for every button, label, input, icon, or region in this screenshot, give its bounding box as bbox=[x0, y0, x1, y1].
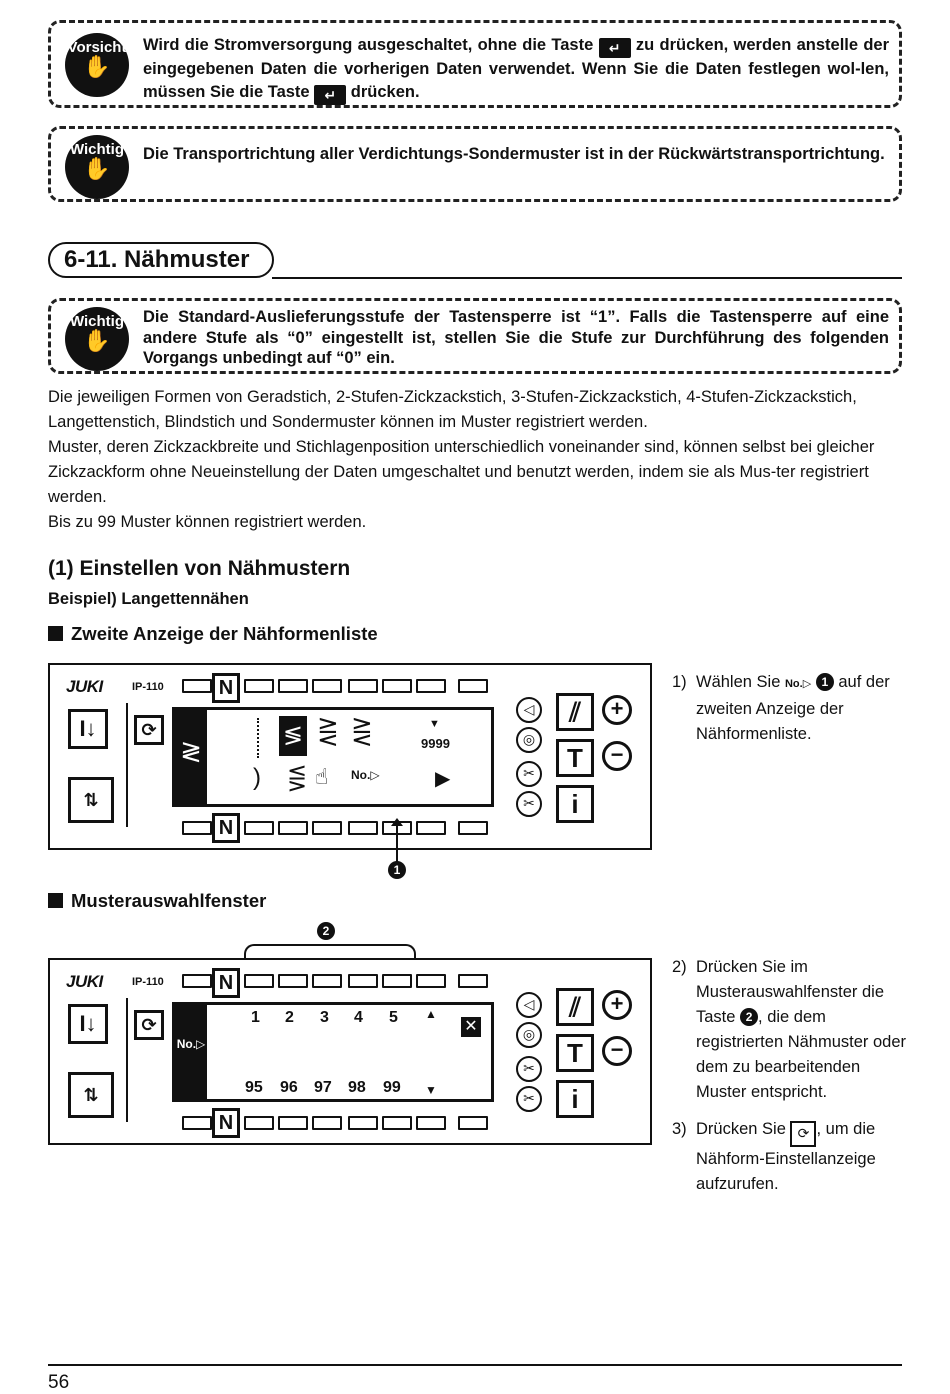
scroll-up-icon[interactable]: ▲ bbox=[425, 1007, 437, 1021]
wiper-icon[interactable]: ◁ bbox=[516, 992, 542, 1018]
callout-1: 1 bbox=[388, 861, 406, 879]
enter-key-icon: ↵ bbox=[314, 85, 346, 105]
close-icon[interactable]: ✕ bbox=[461, 1017, 481, 1037]
square-bullet-icon bbox=[48, 893, 63, 908]
instruction-3 bbox=[672, 1117, 908, 1197]
thread-trim-icon[interactable]: ◎ bbox=[516, 1022, 542, 1048]
counter-value: 9999 bbox=[421, 736, 450, 751]
juki-logo: JUKI bbox=[66, 972, 103, 991]
instruction-text: Drücken Sie bbox=[696, 1120, 786, 1138]
thread-trim-icon[interactable]: ◎ bbox=[516, 727, 542, 753]
pattern-number[interactable]: 99 bbox=[383, 1079, 401, 1096]
panel-key[interactable] bbox=[458, 679, 488, 693]
callout-arrow-icon bbox=[391, 818, 403, 826]
pattern-number[interactable]: 98 bbox=[348, 1079, 366, 1096]
panel-key[interactable] bbox=[348, 821, 378, 835]
panel-key[interactable] bbox=[182, 821, 212, 835]
panel-key[interactable] bbox=[416, 1116, 446, 1130]
reset-button[interactable]: ⫽ bbox=[556, 693, 594, 731]
panel-key[interactable] bbox=[416, 974, 446, 988]
pattern-number[interactable]: 97 bbox=[314, 1079, 332, 1096]
scroll-down-icon[interactable]: ▼ bbox=[425, 1083, 437, 1097]
paragraph: Muster, deren Zickzackbreite und Stichlagenposition unterschiedlich voneinander sind, können selbst bei gleicher Zickzackform ohne Neueinstellung der Daten umgeschaltet und benutzt werden, indem sie als Mus-ter registriert werden. bbox=[48, 438, 875, 506]
subsection-title: (1) Einstellen von Nähmustern bbox=[48, 557, 351, 580]
pattern-number[interactable]: 5 bbox=[389, 1009, 398, 1026]
pattern-number[interactable]: 1 bbox=[251, 1009, 260, 1026]
instruction-text: Drücken Sie im Musterauswahlfenster die Taste bbox=[696, 958, 885, 1026]
panel-key[interactable] bbox=[278, 679, 308, 693]
straight-stitch-icon[interactable] bbox=[257, 718, 261, 758]
caution-text-part1: Wird die Stromversorgung ausgeschaltet, ohne die Taste bbox=[143, 36, 594, 54]
page-number: 56 bbox=[48, 1372, 70, 1393]
scissors-icon[interactable]: ✂ bbox=[516, 1086, 542, 1112]
panel-key[interactable] bbox=[458, 1116, 488, 1130]
panel-key[interactable] bbox=[244, 1116, 274, 1130]
panel-key[interactable] bbox=[312, 1116, 342, 1130]
bottom-n-key[interactable]: N bbox=[212, 1108, 240, 1138]
scissors-icon[interactable]: ✂ bbox=[516, 761, 542, 787]
thread-tension-button[interactable]: I↓ bbox=[68, 709, 108, 749]
important-badge bbox=[65, 135, 129, 199]
caution-badge-label: Vorsicht bbox=[67, 39, 127, 56]
enter-key-icon: ↵ bbox=[599, 38, 631, 58]
panel-key[interactable] bbox=[244, 821, 274, 835]
panel-key[interactable] bbox=[182, 1116, 212, 1130]
footer-divider bbox=[48, 1364, 902, 1366]
instruction-2 bbox=[672, 955, 908, 1105]
important-badge-label: Wichtig bbox=[69, 313, 125, 330]
section-divider bbox=[272, 277, 902, 279]
panel-key[interactable] bbox=[312, 821, 342, 835]
pattern-number[interactable]: 96 bbox=[280, 1079, 298, 1096]
no-label: No. bbox=[351, 768, 371, 782]
ready-key[interactable]: ⟳ bbox=[134, 1010, 164, 1040]
important-notice-1 bbox=[48, 126, 902, 202]
bottom-n-key[interactable]: N bbox=[212, 813, 240, 843]
panel-key[interactable] bbox=[278, 821, 308, 835]
no-label: No. bbox=[784, 678, 803, 690]
presser-foot-button[interactable]: ⇅ bbox=[68, 777, 114, 823]
pattern-key-3[interactable] bbox=[312, 974, 342, 988]
zigzag-2step-icon[interactable]: ≶ bbox=[279, 716, 307, 756]
t-button[interactable]: T bbox=[556, 739, 594, 777]
minus-button[interactable]: − bbox=[602, 1036, 632, 1066]
panel-key[interactable] bbox=[416, 679, 446, 693]
panel-key[interactable] bbox=[382, 679, 412, 693]
thread-tension-button[interactable]: I↓ bbox=[68, 1004, 108, 1044]
panel-key[interactable] bbox=[182, 679, 212, 693]
pattern-number[interactable]: 2 bbox=[285, 1009, 294, 1026]
instruction-number: 3) bbox=[672, 1120, 687, 1138]
counter-icon: ▼ bbox=[429, 718, 440, 730]
figure1-title-text: Zweite Anzeige der Nähformenliste bbox=[71, 623, 378, 644]
example-label: Beispiel) Langettennähen bbox=[48, 590, 249, 608]
caution-text bbox=[143, 34, 889, 105]
wiper-icon[interactable]: ◁ bbox=[516, 697, 542, 723]
caution-text-part2: zu drücken, werden anstelle der eingegebenen Daten die vorherigen Daten verwendet. Wenn Sie die Daten festlegen wol-len, müssen Sie die Taste bbox=[143, 36, 890, 101]
panel-key[interactable] bbox=[458, 821, 488, 835]
ready-key-icon: ⟳ bbox=[790, 1121, 816, 1147]
juki-logo: JUKI bbox=[66, 677, 103, 696]
hand-icon: ✋ bbox=[83, 54, 111, 79]
pattern-number[interactable]: 3 bbox=[320, 1009, 329, 1026]
reset-button[interactable]: ⫽ bbox=[556, 988, 594, 1026]
top-n-key[interactable]: N bbox=[212, 673, 240, 703]
important-text-1: Die Transportrichtung aller Verdichtungs-Sondermuster ist in der Rückwärtstransportrichtung. bbox=[143, 145, 885, 163]
figure1-title bbox=[48, 623, 378, 645]
presser-foot-button[interactable]: ⇅ bbox=[68, 1072, 114, 1118]
pattern-number[interactable]: 95 bbox=[245, 1079, 263, 1096]
section-title: 6-11. Nähmuster bbox=[48, 242, 274, 278]
info-button[interactable]: i bbox=[556, 1080, 594, 1118]
hand-icon: ✋ bbox=[83, 156, 111, 181]
plus-button[interactable]: + bbox=[602, 695, 632, 725]
instruction-text: , die dem registrierten Nähmuster oder dem zu bearbeitenden Muster entspricht. bbox=[696, 1008, 907, 1101]
zigzag-3step-icon[interactable]: ⋛ bbox=[317, 716, 339, 746]
panel-key[interactable] bbox=[382, 1116, 412, 1130]
pattern-key-2[interactable] bbox=[278, 974, 308, 988]
instruction-1 bbox=[672, 670, 908, 747]
square-bullet-icon bbox=[48, 626, 63, 641]
zigzag-4step-icon[interactable]: ⋛ bbox=[351, 716, 373, 746]
paragraph: Die jeweiligen Formen von Geradstich, 2-Stufen-Zickzackstich, 3-Stufen-Zickzackstich, 4-Stufen-Zickzackstich, Langettenstich, Blindstich und Sondermuster können im Muster registriert werden. bbox=[48, 388, 857, 431]
plus-button[interactable]: + bbox=[602, 990, 632, 1020]
operation-panel-2 bbox=[48, 958, 652, 1145]
scissors-icon[interactable]: ✂ bbox=[516, 791, 542, 817]
panel-key[interactable] bbox=[278, 1116, 308, 1130]
operation-panel-1 bbox=[48, 663, 652, 850]
important-text-2: Die Standard-Auslieferungsstufe der Tastensperre ist “1”. Falls die Tastensperre auf eine andere Stufe als “0” eingestellt ist, stellen Sie die Stufe zur Durchführung des folgenden Vorgangs unbedingt auf “0” ein. bbox=[143, 308, 889, 367]
next-page-icon[interactable]: ▶ bbox=[435, 768, 451, 790]
pattern-no-tab-icon: No.▷ bbox=[175, 1005, 207, 1099]
figure2-title bbox=[48, 890, 266, 912]
figure2-title-text: Musterauswahlfenster bbox=[71, 890, 267, 911]
callout-2: 2 bbox=[317, 922, 335, 940]
body-text bbox=[48, 385, 904, 535]
paragraph: Bis zu 99 Muster können registriert werden. bbox=[48, 513, 367, 531]
panel-key[interactable] bbox=[348, 1116, 378, 1130]
info-button[interactable]: i bbox=[556, 785, 594, 823]
lcd-screen bbox=[172, 1002, 494, 1102]
t-button[interactable]: T bbox=[556, 1034, 594, 1072]
overlock-stitch-icon[interactable]: ⋚ bbox=[287, 765, 308, 792]
instruction-number: 1) bbox=[672, 673, 687, 691]
scissors-icon[interactable]: ✂ bbox=[516, 1056, 542, 1082]
important-badge bbox=[65, 307, 129, 371]
callout-2-ref: 2 bbox=[740, 1008, 758, 1026]
caution-text-part3: drücken. bbox=[350, 82, 420, 101]
hand-icon: ✋ bbox=[83, 328, 111, 353]
lcd-screen bbox=[172, 707, 494, 807]
instruction-text: , um die Nähform-Einstellanzeige aufzurufen. bbox=[696, 1120, 876, 1193]
panel-key[interactable] bbox=[244, 679, 274, 693]
caution-notice bbox=[48, 20, 902, 108]
panel-divider bbox=[126, 703, 128, 827]
model-label: IP-110 bbox=[132, 681, 164, 693]
pattern-key-4[interactable] bbox=[348, 974, 378, 988]
pattern-number[interactable]: 4 bbox=[354, 1009, 363, 1026]
panel-key[interactable] bbox=[182, 974, 212, 988]
blind-stitch-icon[interactable]: ) bbox=[253, 764, 261, 791]
minus-button[interactable]: − bbox=[602, 741, 632, 771]
panel-key[interactable] bbox=[312, 679, 342, 693]
zigzag-tab-icon: ≷ bbox=[175, 710, 207, 804]
panel-key[interactable] bbox=[458, 974, 488, 988]
panel-divider bbox=[126, 998, 128, 1122]
instruction-text: auf der zweiten Anzeige der Nähformenliste. bbox=[696, 673, 890, 743]
pattern-no-icon: No.▷ bbox=[784, 678, 812, 690]
important-badge-label: Wichtig bbox=[69, 141, 125, 158]
ready-key[interactable]: ⟳ bbox=[134, 715, 164, 745]
panel-key[interactable] bbox=[416, 821, 446, 835]
pattern-key-5[interactable] bbox=[382, 974, 412, 988]
callout-1-ref: 1 bbox=[816, 673, 834, 691]
instruction-number: 2) bbox=[672, 958, 687, 976]
model-label: IP-110 bbox=[132, 976, 164, 988]
custom-pattern-icon[interactable]: ☝ bbox=[315, 764, 329, 789]
caution-badge bbox=[65, 33, 129, 97]
panel-key[interactable] bbox=[348, 679, 378, 693]
important-notice-2 bbox=[48, 298, 902, 374]
pattern-key-1[interactable] bbox=[244, 974, 274, 988]
callout-line bbox=[396, 822, 398, 862]
instruction-text: Wählen Sie bbox=[696, 673, 781, 691]
pattern-no-icon[interactable]: No.▷ bbox=[351, 768, 380, 782]
top-n-key[interactable]: N bbox=[212, 968, 240, 998]
